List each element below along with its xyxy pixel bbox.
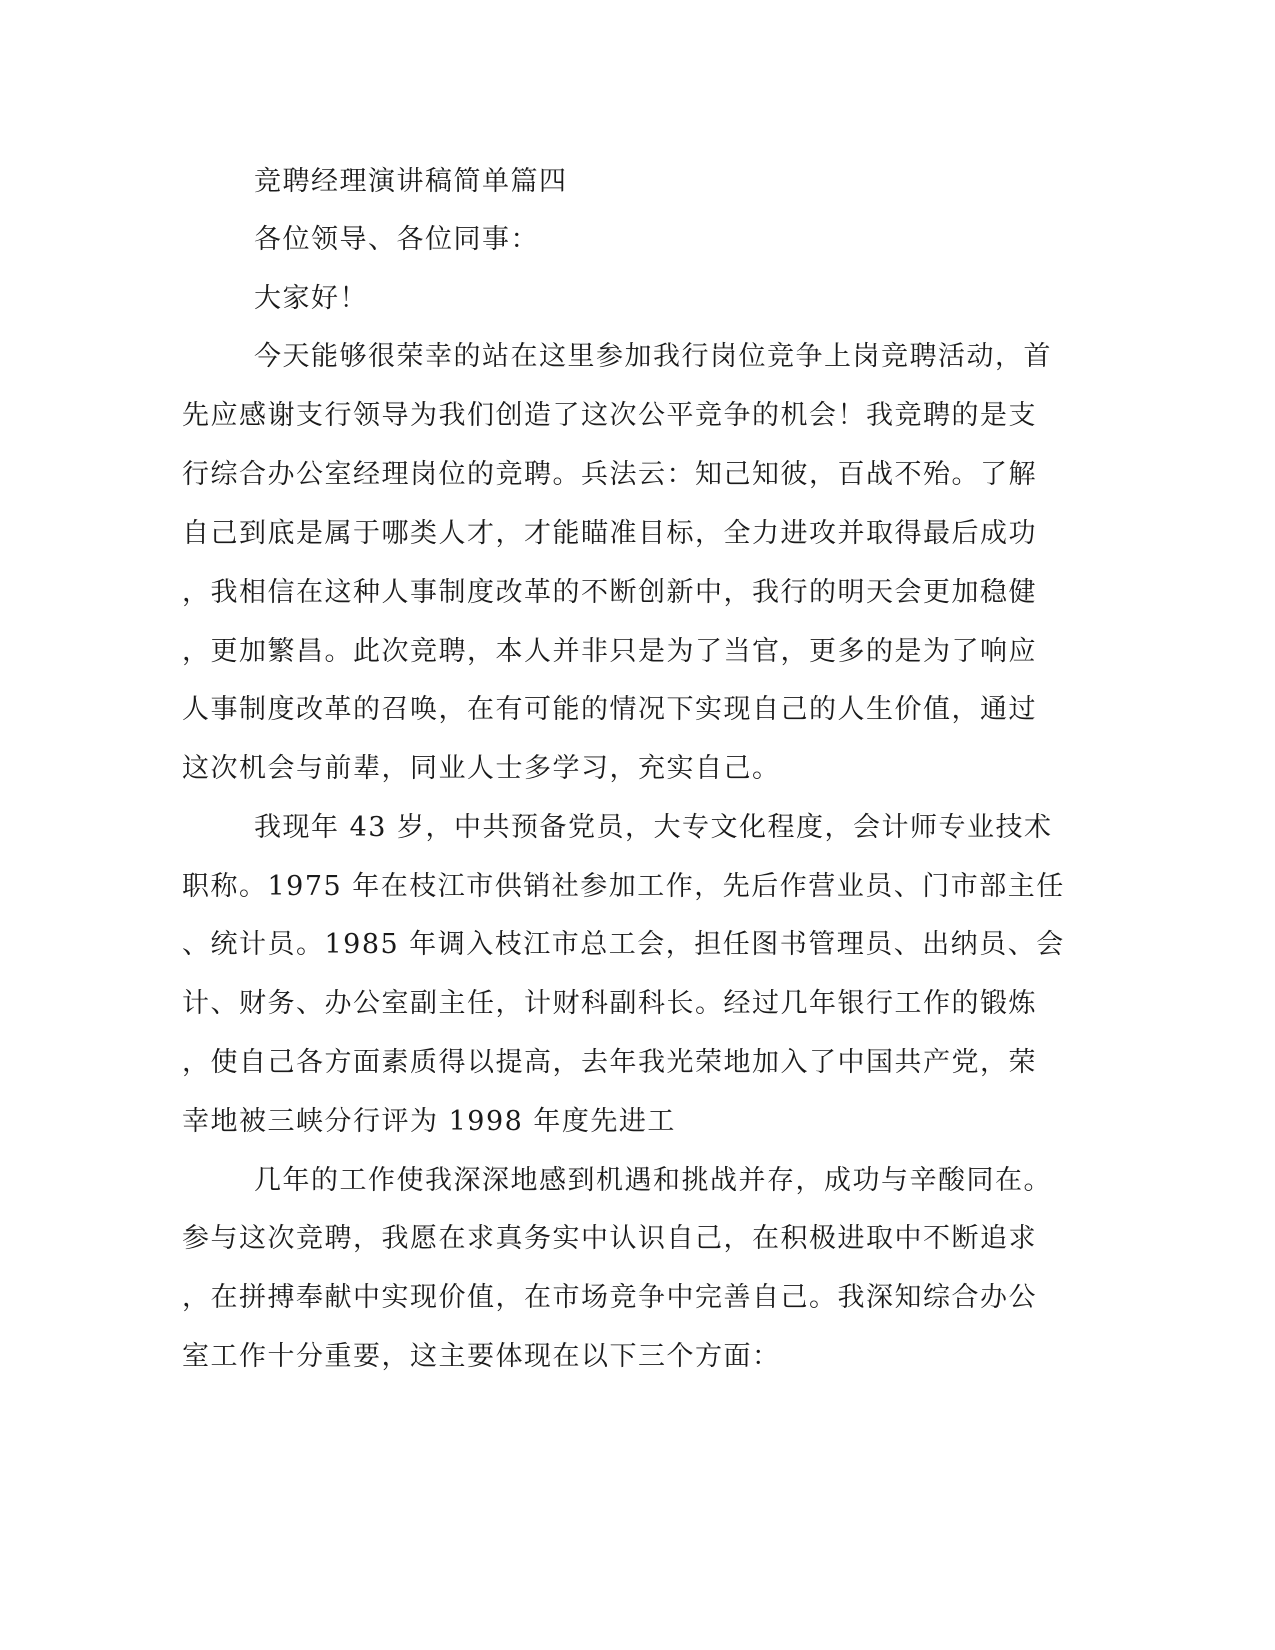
paragraph-line: 、统计员。1985 年调入枝江市总工会，担任图书管理员、出纳员、会: [182, 929, 1065, 960]
document-title: 竞聘经理演讲稿简单篇四: [254, 166, 568, 197]
paragraph-line: 这次机会与前辈，同业人士多学习，充实自己。: [182, 753, 781, 784]
paragraph-line: 我现年 43 岁，中共预备党员，大专文化程度，会计师专业技术: [254, 812, 1053, 843]
paragraph-line: 自己到底是属于哪类人才，才能瞄准目标，全力进攻并取得最后成功: [182, 518, 1037, 549]
paragraph-line: 室工作十分重要，这主要体现在以下三个方面：: [182, 1341, 781, 1372]
paragraph-line: 今天能够很荣幸的站在这里参加我行岗位竞争上岗竞聘活动，首: [254, 341, 1052, 372]
paragraph-line: 计、财务、办公室副主任，计财科副科长。经过几年银行工作的锻炼: [182, 988, 1037, 1019]
paragraph-line: 职称。1975 年在枝江市供销社参加工作，先后作营业员、门市部主任: [182, 871, 1065, 902]
paragraph-line: 先应感谢支行领导为我们创造了这次公平竞争的机会！我竞聘的是支: [182, 400, 1037, 431]
paragraph-line: 几年的工作使我深深地感到机遇和挑战并存，成功与辛酸同在。: [254, 1165, 1052, 1196]
salutation: 各位领导、各位同事：: [254, 224, 539, 255]
paragraph-line: 行综合办公室经理岗位的竞聘。兵法云：知己知彼，百战不殆。了解: [182, 459, 1037, 490]
paragraph-line: 幸地被三峡分行评为 1998 年度先进工: [182, 1106, 676, 1137]
paragraph-line: 人事制度改革的召唤，在有可能的情况下实现自己的人生价值，通过: [182, 694, 1037, 725]
paragraph-line: ，使自己各方面素质得以提高，去年我光荣地加入了中国共产党，荣: [182, 1047, 1037, 1078]
paragraph-line: ，更加繁昌。此次竞聘，本人并非只是为了当官，更多的是为了响应: [182, 636, 1037, 667]
paragraph-line: 参与这次竞聘，我愿在求真务实中认识自己，在积极进取中不断追求: [182, 1223, 1037, 1254]
greeting: 大家好！: [254, 283, 368, 314]
paragraph-line: ，我相信在这种人事制度改革的不断创新中，我行的明天会更加稳健: [182, 577, 1037, 608]
paragraph-line: ，在拼搏奉献中实现价值，在市场竞争中完善自己。我深知综合办公: [182, 1282, 1037, 1313]
